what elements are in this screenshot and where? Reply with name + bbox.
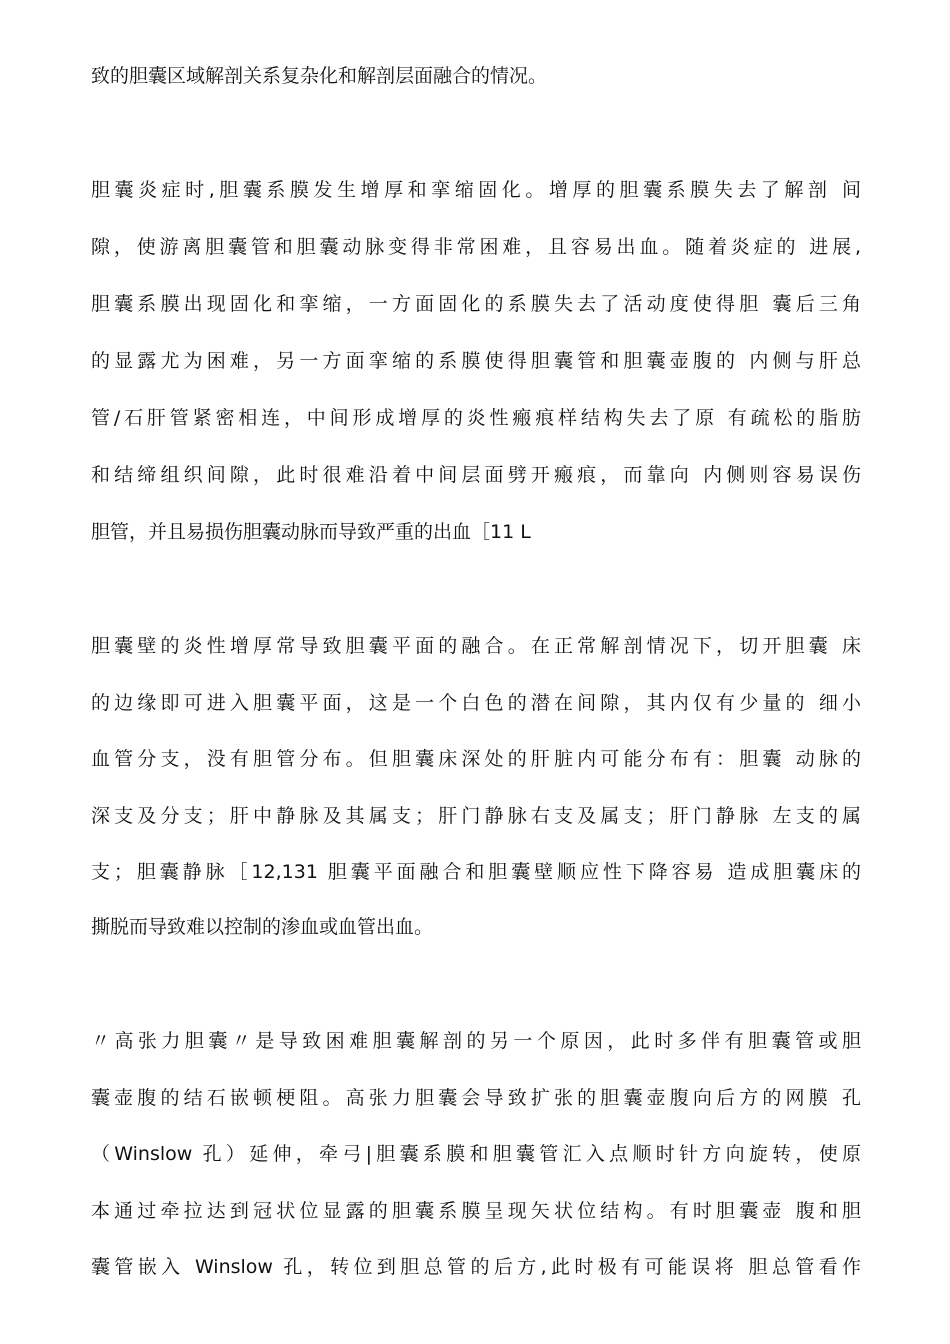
text-line: 隙，使游离胆囊管和胆囊动脉变得非常困难，且容易出血。随着炎症的 进展, bbox=[91, 236, 861, 258]
text-line: 胆囊壁的炎性增厚常导致胆囊平面的融合。在正常解剖情况下，切开胆囊 床 bbox=[91, 635, 861, 657]
text-line: 胆囊系膜出现固化和挛缩，一方面固化的系膜失去了活动度使得胆 囊后三角 bbox=[91, 293, 861, 315]
text-line: 撕脱而导致难以控制的渗血或血管出血。 bbox=[91, 916, 434, 938]
text-line: 致的胆囊区域解剖关系复杂化和解剖层面融合的情况。 bbox=[91, 65, 548, 87]
text-line: 胆管，并且易损伤胆囊动脉而导致严重的出血［11 L bbox=[91, 521, 531, 543]
text-line: 血管分支，没有胆管分布。但胆囊床深处的肝脏内可能分布有：胆囊 动脉的 bbox=[91, 748, 861, 770]
text-line: 〃高张力胆囊〃是导致困难胆囊解剖的另一个原因，此时多伴有胆囊管或胆 bbox=[91, 1030, 861, 1052]
text-line: 和结缔组织间隙，此时很难沿着中间层面劈开瘢痕，而靠向 内侧则容易误伤 bbox=[91, 464, 861, 486]
text-line: （Winslow 孔）延伸，牵弓|胆囊系膜和胆囊管汇入点顺时针方向旋转，使原 bbox=[91, 1143, 861, 1165]
text-line: 管/石肝管紧密相连，中间形成增厚的炎性瘢痕样结构失去了原 有疏松的脂肪 bbox=[91, 407, 861, 429]
text-line: 囊壶腹的结石嵌顿梗阻。高张力胆囊会导致扩张的胆囊壶腹向后方的网膜 孔 bbox=[91, 1087, 861, 1109]
text-line: 胆囊炎症时,胆囊系膜发生增厚和挛缩固化。增厚的胆囊系膜失去了解剖 间 bbox=[91, 179, 861, 201]
text-line: 本通过牵拉达到冠状位显露的胆囊系膜呈现矢状位结构。有时胆囊壶 腹和胆 bbox=[91, 1200, 861, 1222]
text-line: 的显露尤为困难，另一方面挛缩的系膜使得胆囊管和胆囊壶腹的 内侧与肝总 bbox=[91, 350, 861, 372]
text-line: 支；胆囊静脉［12,131 胆囊平面融合和胆囊壁顺应性下降容易 造成胆囊床的 bbox=[91, 861, 861, 883]
text-line: 的边缘即可进入胆囊平面，这是一个白色的潜在间隙，其内仅有少量的 细小 bbox=[91, 692, 861, 714]
text-line: 深支及分支；肝中静脉及其属支；肝门静脉右支及属支；肝门静脉 左支的属 bbox=[91, 805, 861, 827]
text-line: 囊管嵌入 Winslow 孔，转位到胆总管的后方,此时极有可能误将 胆总管看作 bbox=[91, 1256, 861, 1278]
